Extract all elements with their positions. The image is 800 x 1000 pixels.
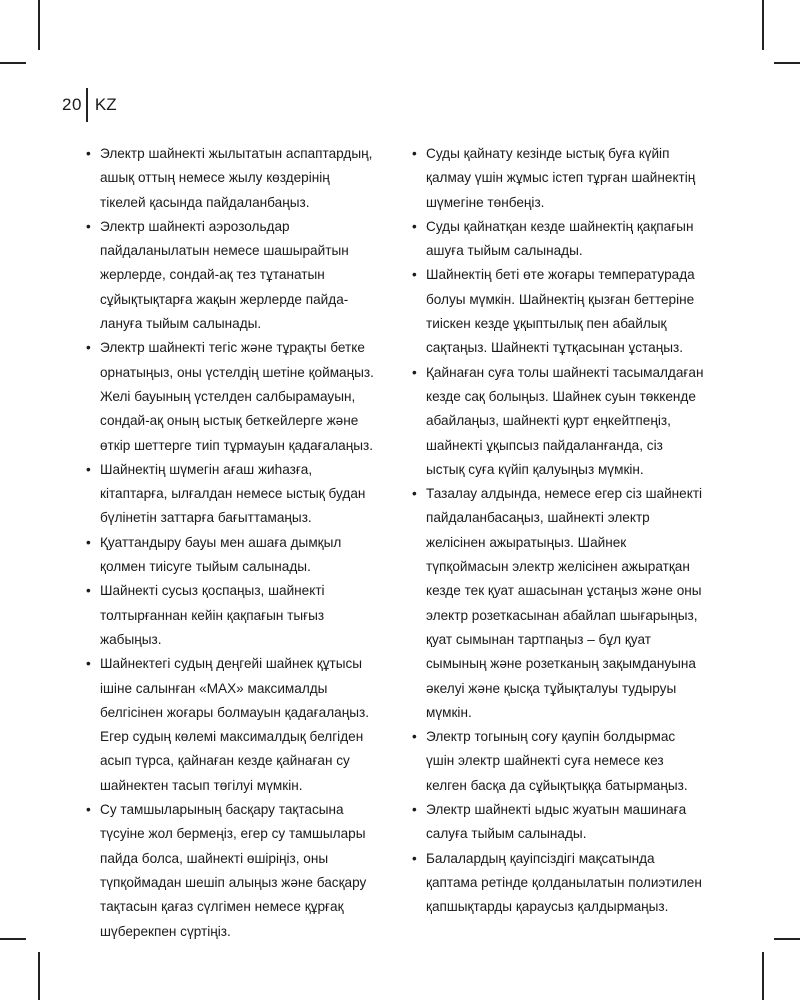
- list-item-text: Шайнектің шүмегін ағаш жиһазға, кітаптарға, ылғалдан немесе ыстық будан бүлінетін заттарға бағыттамаңыз.: [100, 461, 366, 526]
- list-item: [86, 142, 378, 215]
- crop-mark: [762, 0, 764, 50]
- crop-mark: [774, 938, 800, 940]
- list-item-text: Шайнекті сусыз қоспаңыз, шайнекті толтырғаннан кейін қақпағын тығыз жабыңыз.: [100, 583, 325, 647]
- list-item: [86, 531, 378, 580]
- list-item: [412, 361, 704, 482]
- bullet-icon: •: [86, 656, 91, 672]
- right-column: [412, 142, 704, 920]
- page-header: [62, 88, 117, 122]
- crop-mark: [0, 62, 26, 64]
- page-number: 20: [62, 95, 82, 114]
- list-item-text: Электр шайнекті жылытатын аспаптардың, ашық оттың немесе жылу көздерінің тікелей қасында пайдаланбаңыз.: [100, 146, 373, 210]
- safety-list-left: [86, 142, 378, 944]
- bullet-icon: •: [412, 218, 417, 234]
- list-item-text: Суды қайнатқан кезде шайнектің қақпағын ашуға тыйым салынады.: [426, 218, 694, 259]
- list-item: [412, 798, 704, 847]
- list-item-text: Су тамшыларының басқару тақтасына түсуіне жол бермеңіз, егер су тамшылары пайда болса, шайнекті өшіріңіз, оны түпқоймадан шешіп алыңыз және басқару тақтасын қағаз сүлгімен немесе құрғақ шүберекпен сүртіңіз.: [100, 802, 367, 939]
- crop-mark: [38, 0, 40, 50]
- bullet-icon: •: [86, 218, 91, 234]
- list-item-text: Электр шайнекті аэрозольдар пайдаланылатын немесе шашырайтын жерлерде, сондай-ақ тез тұтанатын сұйықтықтарға жақын жерлерде пайдалануға тыйым салынады.: [100, 218, 349, 332]
- list-item-text: Қуаттандыру бауы мен ашаға дымқыл қолмен тиісуге тыйым салынады.: [100, 534, 342, 575]
- bullet-icon: •: [412, 729, 417, 745]
- crop-mark: [762, 952, 764, 1000]
- bullet-icon: •: [86, 461, 91, 477]
- bullet-icon: •: [86, 340, 91, 356]
- list-item: [86, 798, 378, 944]
- bullet-icon: •: [412, 802, 417, 818]
- bullet-icon: •: [412, 486, 417, 502]
- list-item: [412, 215, 704, 264]
- list-item-text: Электр шайнекті ыдыс жуатын машинаға салуға тыйым салынады.: [426, 802, 687, 842]
- language-code: KZ: [94, 95, 117, 114]
- bullet-icon: •: [412, 850, 417, 866]
- crop-mark: [38, 952, 40, 1000]
- crop-mark: [774, 62, 800, 64]
- list-item-text: Қайнаған суға толы шайнекті тасымалдаған кезде сақ болыңыз. Шайнек суын төккенде абайлаңыз, шайнекті қурт еңкейтпеңіз, шайнекті ұқыпсыз пайдаланғанда, сіз ыстық суға күйіп қалуыңыз мүмкін.: [426, 364, 704, 477]
- list-item-text: Суды қайнату кезінде ыстық буға күйіп қалмау үшін жұмыс істеп тұрған шайнектің шүмегіне төнбеңіз.: [426, 146, 696, 210]
- list-item: [86, 652, 378, 798]
- list-item-text: Тазалау алдында, немесе егер сіз шайнекті пайдаланбасаңыз, шайнекті электр желісінен ажыратыңыз. Шайнек түпқоймасын электр желісінен ажыратқан кезде тек қуат ашасынан ұстаңыз және оны электр розеткасынан абайлап шығарыңыз, қуат сымынан тартпаңыз – бұл қуат сымының және розетканың зақымдануына әкелуі және қысқа тұйықталуы тудыруы мүмкін.: [426, 486, 703, 720]
- list-item: [412, 142, 704, 215]
- header-divider: [86, 88, 88, 122]
- list-item-text: Шайнектегі судың деңгейі шайнек құтысы ішіне салынған «MAX» максималды белгісінен жоғары болмауын қадағалаңыз. Егер судың көлемі максималдық белгіден асып түрса, қайнаған кезде қайнаған су шайнектен тасып төгілуі мүмкін.: [100, 656, 369, 793]
- safety-list-right: [412, 142, 704, 920]
- bullet-icon: •: [412, 364, 417, 380]
- crop-mark: [0, 938, 26, 940]
- bullet-icon: •: [86, 802, 91, 818]
- list-item: [412, 482, 704, 725]
- list-item-text: Электр шайнекті тегіс және тұрақты бетке орнатыңыз, оны үстелдің шетіне қоймаңыз. Желі бауының үстелден салбырамауын, сондай-ақ оның ыстық беткейлерге және өткір шеттерге тиіп тұрмауын қадағалаңыз.: [100, 340, 374, 453]
- list-item-text: Электр тогының соғу қаупін болдырмас үшін электр шайнекті суға немесе кез келген басқа да сұйықтыққа батырмаңыз.: [426, 729, 688, 793]
- bullet-icon: •: [86, 583, 91, 599]
- left-column: [86, 142, 378, 944]
- list-item-text: Шайнектің беті өте жоғары температурада болуы мүмкін. Шайнектің қызған беттеріне тиіскен кезде ұқыптылық пен абайлық сақтаңыз. Шайнекті тұтқасынан ұстаңыз.: [426, 267, 695, 356]
- list-item: [412, 263, 704, 360]
- bullet-icon: •: [412, 146, 417, 161]
- list-item: [86, 215, 378, 336]
- list-item: [412, 847, 704, 920]
- bullet-icon: •: [86, 534, 91, 550]
- list-item: [412, 725, 704, 798]
- bullet-icon: •: [86, 146, 91, 161]
- list-item: [86, 336, 378, 457]
- list-item-text: Балалардың қауіпсіздігі мақсатында қаптама ретінде қолданылатын полиэтилен қапшықтарды қараусыз қалдырмаңыз.: [426, 850, 702, 915]
- list-item: [86, 579, 378, 652]
- list-item: [86, 458, 378, 531]
- bullet-icon: •: [412, 267, 417, 283]
